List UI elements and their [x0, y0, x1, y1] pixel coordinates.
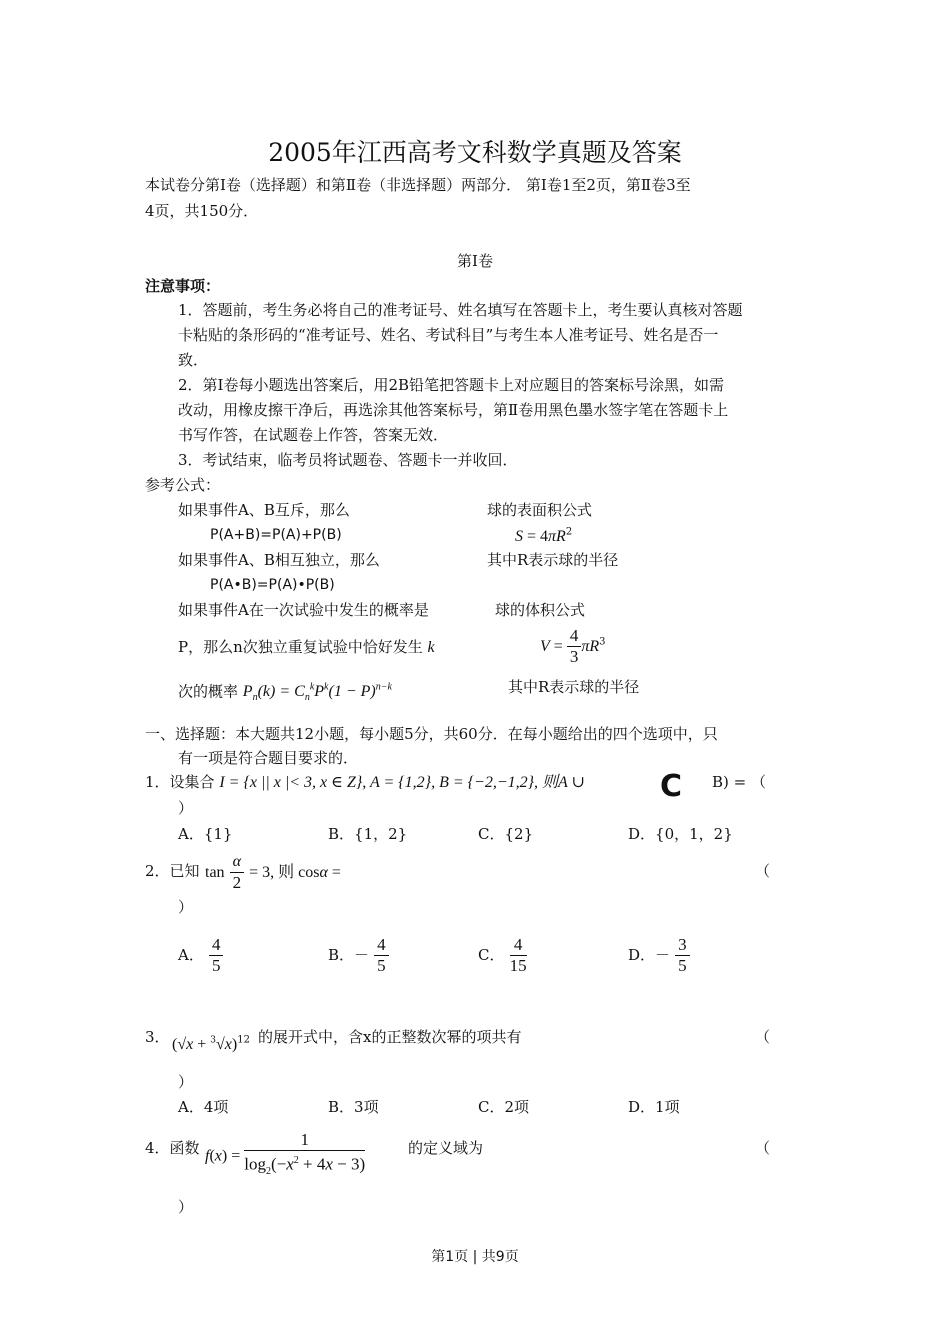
notice-1-line-1: 1．答题前，考生务必将自己的准考证号、姓名填写在答题卡上，考生要认真核对答题	[178, 301, 743, 319]
question-3-option-d: D．1项	[628, 1098, 680, 1116]
question-2-option-c: C． $\frac{4}{15}$	[478, 935, 527, 975]
complement-symbol-icon: C	[660, 769, 683, 804]
formula-independent: 如果事件A、B相互独立，那么	[178, 551, 380, 569]
formula-binomial-eq: $P_n(k) = C_n^kP^k(1 - P)^{n-k}$	[242, 682, 392, 704]
notice-2-line-3: 书写作答，在试题卷上作答，答案无效．	[178, 426, 449, 444]
question-3-math: $(√x + ^3√x)^{12}$	[172, 1034, 250, 1053]
part1-heading: 第Ⅰ卷	[457, 252, 493, 270]
formulas-heading: 参考公式：	[145, 476, 221, 494]
question-4-close: ）	[178, 1198, 194, 1216]
question-3-paren: （	[755, 1028, 771, 1046]
question-1-close: ）	[178, 799, 194, 817]
formula-binomial-line	[178, 680, 392, 706]
question-3-option-b: B．3项	[328, 1098, 379, 1116]
page-title: 2005年江西高考文科数学真题及答案	[268, 138, 682, 167]
question-1-option-b: B．{1，2}	[328, 825, 408, 843]
notice-2-line-2: 改动，用橡皮擦干净后，再选涂其他答案标号，第Ⅱ卷用黑色墨水签字笔在答题卡上	[178, 401, 729, 419]
intro-line-2: 4页，共150分．	[145, 202, 259, 220]
question-1-math: I = {x || x |< 3, x ∈ Z}, A = {1,2}, B = {−2,−1,2}, 则A ∪	[219, 774, 585, 791]
formula-radius-note-1: 其中R表示球的半径	[487, 551, 619, 569]
notice-heading: 注意事项：	[145, 277, 221, 295]
notice-1-line-2: 卡粘贴的条形码的“准考证号、姓名、考试科目”与考生本人准考证号、姓名是否一	[178, 326, 719, 344]
question-3-number: 3．	[145, 1028, 170, 1046]
question-3-text: 的展开式中，含x的正整数次幂的项共有	[258, 1028, 522, 1046]
formula-sphere-area-label: 球的表面积公式	[487, 501, 593, 519]
section1-line-1: 一、选择题：本大题共12小题，每小题5分，共60分．在每小题给出的四个选项中，只	[145, 725, 718, 743]
notice-1-line-3: 致．	[178, 351, 209, 369]
question-1-tail: B) = （	[712, 773, 766, 791]
page-footer: 第1页 | 共9页	[431, 1249, 519, 1265]
formula-trial-line-2	[178, 640, 435, 655]
question-1-option-a: A．{1}	[178, 825, 233, 843]
question-2-option-b: B．－ $\frac{4}{5}$	[328, 935, 389, 976]
formula-trial-text: P，那么n次独立重复试验中恰好发生	[178, 638, 423, 656]
question-1-number: 1．设集合	[145, 773, 215, 791]
question-1-option-c: C．{2}	[478, 825, 534, 843]
intro-line-1: 本试卷分第Ⅰ卷（选择题）和第Ⅱ卷（非选择题）两部分． 第Ⅰ卷1至2页，第Ⅱ卷3至	[145, 176, 691, 194]
formula-sum-probability: P(A+B)=P(A)+P(B)	[210, 527, 342, 543]
question-3-close: ）	[178, 1073, 194, 1091]
question-1-stem	[145, 775, 585, 790]
formula-mutually-exclusive: 如果事件A、B互斥，那么	[178, 501, 350, 519]
formula-radius-note-2: 其中R表示球的半径	[508, 678, 640, 696]
question-3-option-c: C．2项	[478, 1098, 530, 1116]
question-3-option-a: A．4项	[178, 1098, 229, 1116]
formula-sphere-volume: V = $\frac{4}{3}$ $\pi R^3$	[540, 626, 606, 666]
formula-sphere-volume-label: 球的体积公式	[495, 601, 586, 619]
question-2-paren: （	[755, 862, 771, 880]
question-2-close: ）	[178, 898, 194, 916]
question-4-text: 的定义域为	[408, 1139, 484, 1157]
formula-binomial-text: 次的概率	[178, 682, 239, 701]
notice-2-line-1: 2．第Ⅰ卷每小题选出答案后，用2B铅笔把答题卡上对应题目的答案标号涂黑，如需	[178, 376, 725, 394]
formula-k: k	[427, 639, 435, 656]
question-2-number: 2．已知	[145, 862, 200, 880]
question-4-number: 4．函数	[145, 1139, 200, 1157]
question-2-math: tan $\frac{\alpha}{2}$ = 3, 则 cosα =	[205, 853, 341, 892]
formula-trial-line-1: 如果事件A在一次试验中发生的概率是	[178, 601, 429, 619]
question-1-option-d: D．{0，1，2}	[628, 825, 733, 843]
notice-3-line-1: 3．考试结束，临考员将试题卷、答题卡一并收回．	[178, 451, 518, 469]
question-4-math: f(x) = $\frac{1}{\log_2(-x^2 + 4x - 3)}$	[205, 1130, 366, 1178]
question-2-option-a: A． $\frac{4}{5}$	[178, 935, 223, 976]
question-4-paren: （	[755, 1139, 771, 1157]
formula-sphere-area: $S = 4\pi R^2$	[515, 526, 573, 545]
formula-product-probability: P(A•B)=P(A)•P(B)	[210, 577, 335, 593]
section1-line-2: 有一项是符合题目要求的．	[178, 749, 359, 767]
question-2-option-d: D．－ $\frac{3}{5}$	[628, 935, 690, 976]
